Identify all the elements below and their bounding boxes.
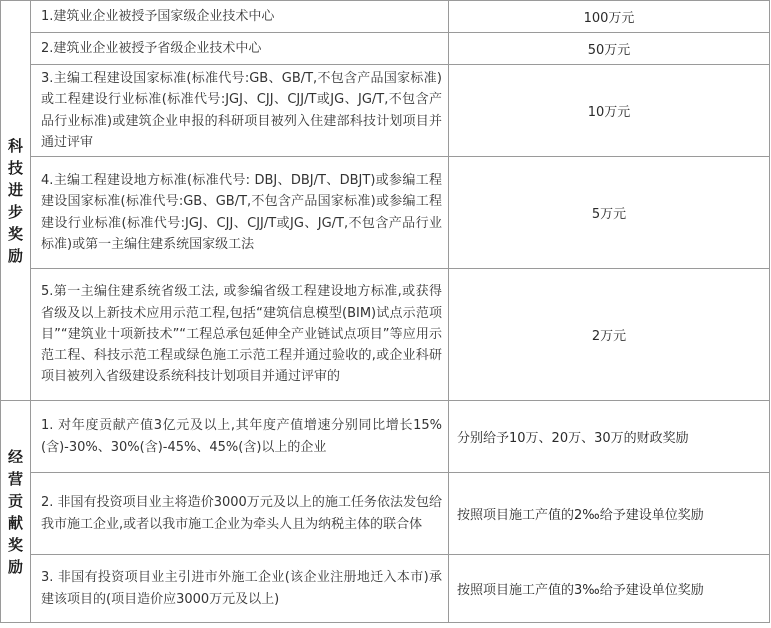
category-label: 经营贡献奖励	[7, 447, 23, 576]
table-row	[1, 473, 770, 555]
item-reward: 5万元	[449, 157, 770, 269]
item-description: 2.建筑业企业被授予省级企业技术中心	[31, 33, 449, 65]
item-description: 3. 非国有投资项目业主引进市外施工企业(该企业注册地迁入本市)承建该项目的(项目造价应3000万元及以上)	[31, 555, 449, 623]
table-row	[1, 1, 770, 33]
table-row	[1, 401, 770, 473]
item-reward: 50万元	[449, 33, 770, 65]
table-row	[1, 157, 770, 269]
category-label: 科技进步奖励	[7, 136, 23, 265]
item-reward: 按照项目施工产值的3‰给予建设单位奖励	[449, 555, 770, 623]
table-row	[1, 33, 770, 65]
item-reward: 2万元	[449, 269, 770, 401]
item-description: 1.建筑业企业被授予国家级企业技术中心	[31, 1, 449, 33]
table-row	[1, 269, 770, 401]
item-reward: 100万元	[449, 1, 770, 33]
item-reward: 10万元	[449, 65, 770, 157]
category-cell-tech	[1, 1, 31, 401]
item-description: 1. 对年度贡献产值3亿元及以上,其年度产值增速分别同比增长15%(含)-30%、30%(含)-45%、45%(含)以上的企业	[31, 401, 449, 473]
table-row	[1, 65, 770, 157]
item-description: 5.第一主编住建系统省级工法, 或参编省级工程建设地方标准,或获得省级及以上新技术应用示范工程,包括“建筑信息模型(BIM)试点示范项目”“建筑业十项新技术”“工程总承包延伸全产业链试点项目”等应用示范工程、科技示范工程或绿色施工示范工程并通过验收的,或企业科研项目被列入省级建设系统科技计划项目并通过评审的	[31, 269, 449, 401]
item-description: 2. 非国有投资项目业主将造价3000万元及以上的施工任务依法发包给我市施工企业,或者以我市施工企业为牵头人且为纳税主体的联合体	[31, 473, 449, 555]
item-reward: 分别给予10万、20万、30万的财政奖励	[449, 401, 770, 473]
category-cell-business	[1, 401, 31, 623]
item-reward: 按照项目施工产值的2‰给予建设单位奖励	[449, 473, 770, 555]
item-description: 4.主编工程建设地方标准(标准代号: DBJ、DBJ/T、DBJT)或参编工程建设国家标准(标准代号:GB、GB/T,不包含产品国家标准)或参编工程建设行业标准(标准代号:JGJ、CJJ、CJJ/T或JG、JG/T,不包含产品行业标准)或第一主编住建系统国家级工法	[31, 157, 449, 269]
table-row	[1, 555, 770, 623]
item-description: 3.主编工程建设国家标准(标准代号:GB、GB/T,不包含产品国家标准)或工程建设行业标准(标准代号:JGJ、CJJ、CJJ/T或JG、JG/T,不包含产品行业标准)或建筑企业申报的科研项目被列入住建部科技计划项目并通过评审	[31, 65, 449, 157]
